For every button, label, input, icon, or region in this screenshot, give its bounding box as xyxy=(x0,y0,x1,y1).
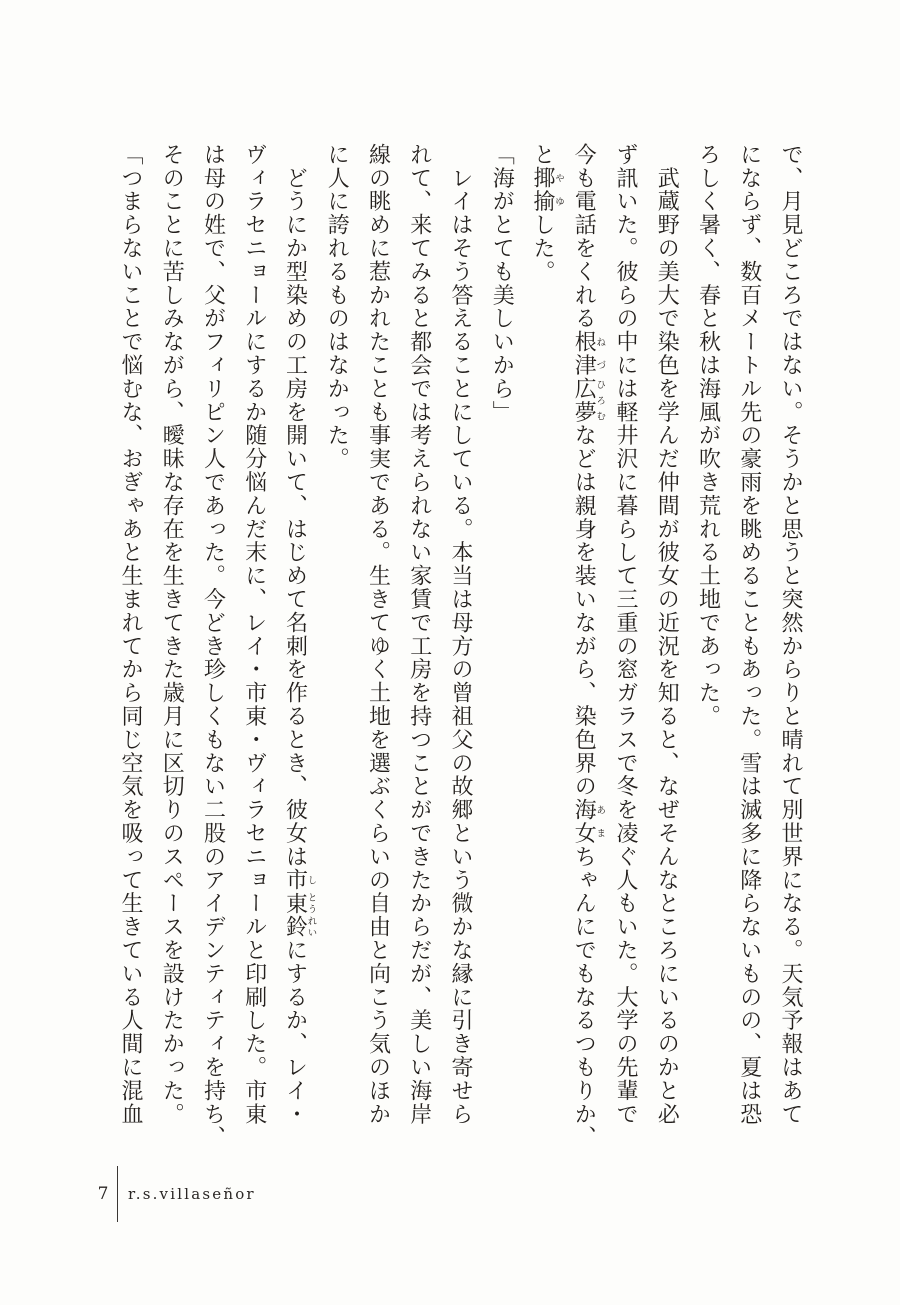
ruby-annotation xyxy=(571,330,606,378)
text-line-13 xyxy=(275,143,316,1133)
ruby-reading: とう xyxy=(305,891,317,916)
text-segment: 「海がとても美しいから」 xyxy=(489,143,515,424)
text-segment: そのことに苦しみながら、曖昧な存在を生きてきた歳月に区切りのスペースを設けたかった。 xyxy=(159,143,185,1126)
body-text xyxy=(110,143,811,1150)
text-line-17 xyxy=(110,143,151,1133)
text-line-6 xyxy=(564,143,606,1150)
ruby-annotation xyxy=(571,798,606,846)
text-line-9 xyxy=(440,143,481,1133)
text-line-4 xyxy=(646,143,687,1133)
text-segment: ろしく暑く、春と秋は海風が吹き荒れる土地であった。 xyxy=(695,143,721,728)
ruby-base: 鈴 xyxy=(282,915,308,939)
text-line-10 xyxy=(399,143,440,1133)
ruby-base: 根津 xyxy=(571,330,597,378)
ruby-reading: あま xyxy=(594,798,606,846)
ruby-base: 東 xyxy=(282,891,308,916)
ruby-base: 揶揄 xyxy=(530,166,555,214)
text-segment: 「つまらないことで悩むな、おぎゃあと生まれてから同じ空気を吸って生きている人間に混血 xyxy=(118,143,143,1126)
text-segment: ず訊いた。彼らの中には軽井沢に暮らして三重の窓ガラスで冬を凌ぐ人もいた。大学の先輩で xyxy=(613,143,638,1126)
text-segment: などは親身を装いながら、染色界の xyxy=(571,423,597,799)
text-line-3 xyxy=(687,143,728,1133)
page-number: 7 xyxy=(97,1184,109,1204)
text-segment: れて、来てみると都会では考えられない家賃で工房を持つことができたからだが、美しい海岸 xyxy=(406,143,432,1126)
ruby-base: 市 xyxy=(282,868,308,892)
text-line-14 xyxy=(234,143,275,1133)
ruby-annotation xyxy=(571,377,606,424)
text-segment: で、月見どころではない。そうかと思うと突然からりと晴れて別世界になる。天気予報はあて xyxy=(778,143,803,1126)
ruby-reading: ひろむ xyxy=(594,377,606,424)
text-line-16 xyxy=(151,143,192,1133)
text-segment: 今も電話をくれる xyxy=(571,143,597,331)
text-segment: どうにか型染めの工房を開いて、はじめて名刺を作るとき、彼女は xyxy=(282,143,308,869)
page-footer xyxy=(96,1166,256,1222)
text-segment: にならず、数百メートル先の豪雨を眺めることもあった。雪は滅多に降らないものの、夏は恐 xyxy=(736,143,762,1126)
text-line-5 xyxy=(605,143,646,1133)
text-segment: は母の姓で、父がフィリピン人であった。今どき珍しくもない二股のアイデンティティを持ち、 xyxy=(200,143,226,1150)
footer-divider xyxy=(117,1166,118,1222)
text-segment: した。 xyxy=(530,213,555,284)
ruby-reading: れい xyxy=(305,915,317,939)
text-segment: ちゃんにでもなるつもりか、 xyxy=(571,845,597,1150)
ruby-reading: ねづ xyxy=(594,330,606,378)
text-line-8 xyxy=(481,143,522,1133)
text-line-12 xyxy=(316,143,357,1133)
ruby-base: 広夢 xyxy=(571,377,597,424)
ruby-annotation xyxy=(282,915,317,939)
text-segment: レイはそう答えることにしている。本当は母方の曾祖父の故郷という微かな縁に引き寄せら xyxy=(448,143,473,1126)
ruby-annotation xyxy=(282,891,317,916)
ruby-annotation xyxy=(282,868,317,892)
text-line-15 xyxy=(192,143,233,1150)
text-line-1 xyxy=(770,143,811,1133)
text-line-7 xyxy=(522,143,563,1133)
ruby-reading: し xyxy=(305,868,317,892)
text-segment: に人に誇れるものはなかった。 xyxy=(324,143,350,471)
author-name: r.s.villaseñor xyxy=(128,1185,256,1203)
ruby-reading: やゆ xyxy=(553,166,564,214)
text-segment: と xyxy=(530,143,555,167)
text-segment: にするか、レイ・ xyxy=(282,938,308,1126)
text-segment: 線の眺めに惹かれたことも事実である。生きてゆく土地を選ぶくらいの自由と向こう気のほか xyxy=(365,143,391,1126)
text-segment: ヴィラセニョールにするか随分悩んだ末に、レイ・市東・ヴィラセニョールと印刷した。市東 xyxy=(241,143,267,1126)
ruby-annotation xyxy=(530,166,564,214)
text-line-11 xyxy=(357,143,398,1133)
text-line-2 xyxy=(729,143,770,1133)
ruby-base: 海女 xyxy=(571,798,597,846)
text-segment: 武蔵野の美大で染色を学んだ仲間が彼女の近況を知ると、なぜそんなところにいるのかと必 xyxy=(654,143,680,1126)
